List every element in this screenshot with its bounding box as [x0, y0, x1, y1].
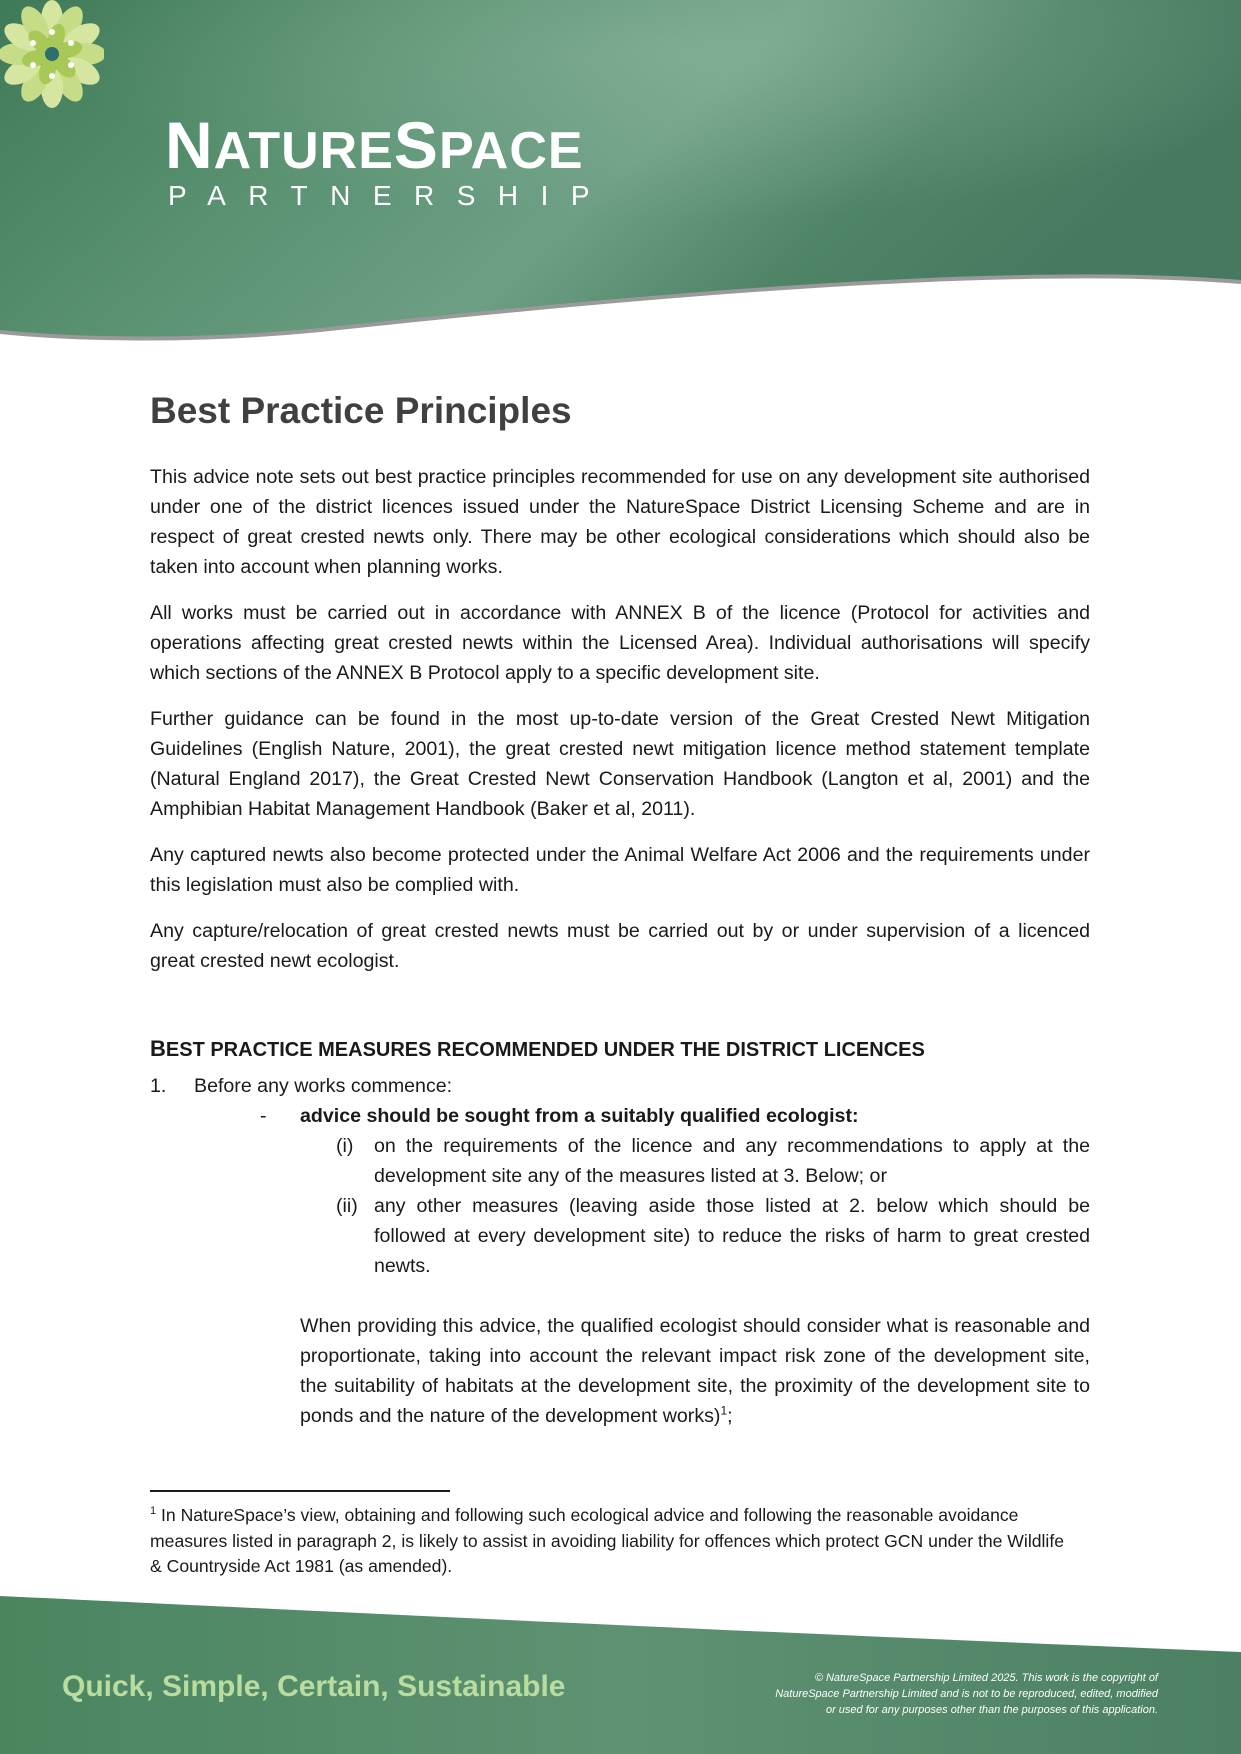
sub-item-ii: [336, 1191, 1090, 1281]
welfare-paragraph: Any captured newts also become protected under the Animal Welfare Act 2006 and the requirements under this legislation must also be complied with.: [150, 844, 1090, 896]
footnote: [150, 1503, 1080, 1580]
copyright-line: © NatureSpace Partnership Limited 2025. This work is the copyright of: [814, 1672, 1158, 1684]
annex-paragraph: All works must be carried out in accordance with ANNEX B of the licence (Protocol for activities and operations affecting great crested newts within the Licensed Area). Individual authorisations will specify which sections of the ANNEX B Protocol apply to a specific development site.: [150, 602, 1090, 684]
footnote-marker: 1: [150, 1505, 157, 1518]
footnote-divider: [150, 1490, 450, 1492]
dash-item-text: advice should be sought from a suitably qualified ecologist:: [300, 1105, 859, 1127]
main-content: [150, 386, 1090, 1431]
sub-item-i: [336, 1131, 1090, 1191]
logo-letters-pace: PACE: [438, 122, 584, 180]
list-item-text: Before any works commence:: [194, 1075, 453, 1097]
dash-marker: -: [260, 1105, 267, 1127]
copyright-notice: [700, 1670, 1158, 1718]
intro-paragraph: This advice note sets out best practice principles recommended for use on any development site authorised under one of the district licences issued under the NatureSpace District Licensing Scheme and are in respect of great crested newts only. There may be other ecological considerations which should also be taken into account when planning works.: [150, 466, 1090, 578]
copyright-line: NatureSpace Partnership Limited and is not to be reproduced, edited, modified: [775, 1688, 1158, 1700]
logo-letter-s: S: [393, 108, 439, 182]
page-title: Best Practice Principles: [150, 390, 572, 431]
section-heading-rest: EST PRACTICE MEASURES RECOMMENDED UNDER THE DISTRICT LICENCES: [165, 1039, 925, 1061]
sub-item-text: any other measures (leaving aside those listed at 2. below which should be followed at every development site) to reduce the risks of harm to great crested newts.: [374, 1195, 1090, 1277]
footnote-text: In NatureSpace’s view, obtaining and following such ecological advice and following the reasonable avoidance measures listed in paragraph 2, is likely to assist in avoiding liability for offences which protect GCN under the Wildlife & Countryside Act 1981 (as amended).: [150, 1505, 1064, 1576]
logo-letters-ature: ATURE: [213, 122, 394, 180]
list-item-number: 1.: [150, 1075, 167, 1097]
header-banner: [0, 0, 1241, 350]
footnote-reference[interactable]: 1: [720, 1403, 728, 1418]
sub-item-text: on the requirements of the licence and any recommendations to apply at the development site any of the measures listed at 3. Below; or: [374, 1135, 1090, 1187]
advice-text: When providing this advice, the qualified ecologist should consider what is reasonable and proportionate, taking into account the relevant impact risk zone of the development site, the suitability of habitats at the development site, the proximity of the development site to ponds and the nature of the development works): [300, 1315, 1090, 1427]
sub-item-number: (ii): [336, 1195, 358, 1217]
capture-paragraph: Any capture/relocation of great crested newts must be carried out by or under supervision of a licenced great crested newt ecologist.: [150, 920, 1090, 972]
logo-wordmark: [165, 108, 584, 182]
sub-item-number: (i): [336, 1135, 354, 1157]
section-heading: [150, 1034, 1090, 1065]
advice-end: ;: [727, 1405, 733, 1427]
logo-subtitle: PARTNERSHIP: [168, 180, 613, 211]
dash-item: [260, 1101, 1090, 1131]
logo-letter-n: N: [165, 108, 214, 182]
section-heading-initial: B: [150, 1036, 166, 1061]
footer-slogan: Quick, Simple, Certain, Sustainable: [62, 1670, 566, 1703]
copyright-line: or used for any purposes other than the purposes of this application.: [825, 1704, 1158, 1716]
flower-logo-icon: [0, 0, 104, 108]
list-item-1: [150, 1071, 1090, 1101]
advice-paragraph: [300, 1311, 1090, 1431]
guidance-paragraph: Further guidance can be found in the most up-to-date version of the Great Crested Newt Mitigation Guidelines (English Nature, 2001), the great crested newt mitigation licence method statement template (Natural England 2017), the Great Crested Newt Conservation Handbook (Langton et al, 2001) and the Amphibian Habitat Management Handbook (Baker et al, 2011).: [150, 708, 1090, 820]
